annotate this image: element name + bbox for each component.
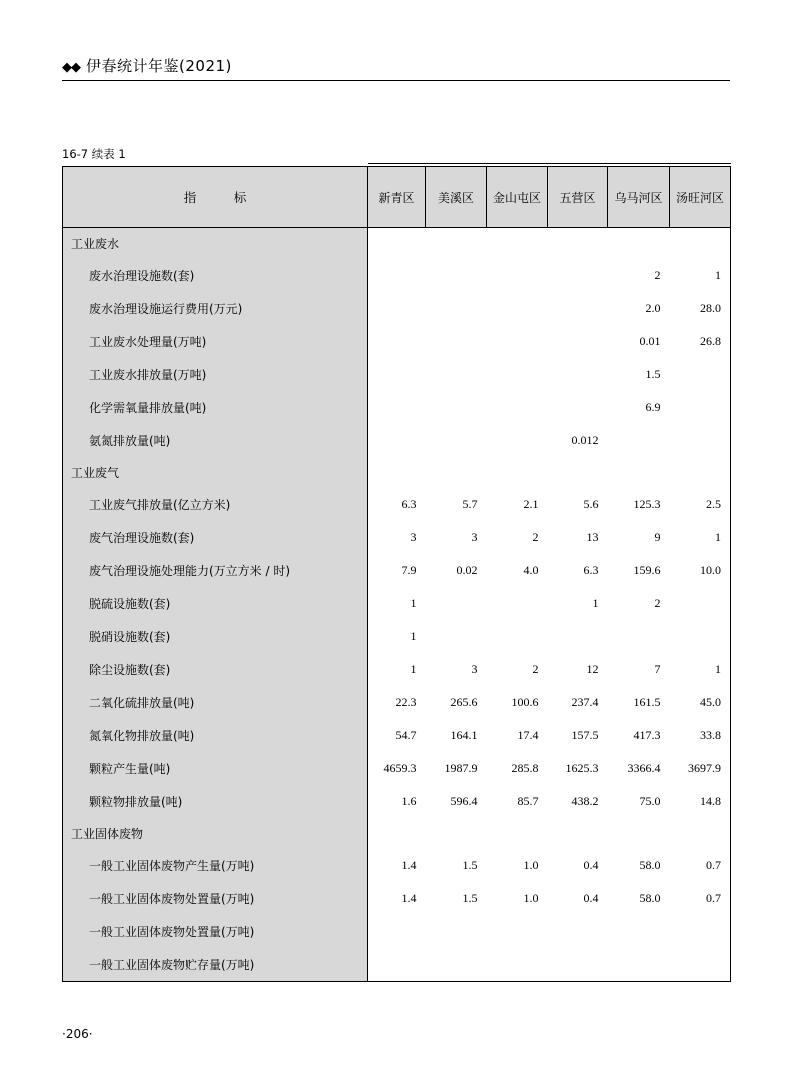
table-cell: [487, 325, 548, 358]
table-cell: [548, 915, 608, 948]
table-cell: [426, 391, 487, 424]
table-row: [63, 424, 731, 457]
table-cell: 1: [670, 653, 731, 686]
table-cell: 4659.3: [368, 752, 426, 785]
table-cell: 265.6: [426, 686, 487, 719]
table-cell: [548, 228, 608, 260]
table-cell: 3: [426, 653, 487, 686]
table-cell: 13: [548, 521, 608, 554]
table-cell: [368, 358, 426, 391]
table-row: [63, 653, 731, 686]
bottom-rule-segment: [426, 982, 487, 983]
table-cell: 9: [608, 521, 670, 554]
table-cell: [487, 818, 548, 849]
table-cell: 58.0: [608, 849, 670, 882]
table-cell: [426, 620, 487, 653]
table-cell: [368, 915, 426, 948]
table-cell: 3: [426, 521, 487, 554]
table-cell: [487, 259, 548, 292]
table-cell: [608, 915, 670, 948]
table-row: [63, 488, 731, 521]
table-cell: 1.0: [487, 882, 548, 915]
column-header: 汤旺河区: [670, 167, 731, 228]
row-label: 一般工业固体废物处置量(万吨): [63, 882, 368, 915]
table-cell: 1: [368, 620, 426, 653]
table-cell: 1.4: [368, 849, 426, 882]
diamond-bullet-icon: ◆◆: [62, 58, 80, 74]
table-cell: 1: [548, 587, 608, 620]
table-cell: [670, 457, 731, 488]
table-cell: [426, 325, 487, 358]
header-line: [62, 58, 730, 75]
table-cell: [548, 620, 608, 653]
table-cell: [368, 228, 426, 260]
table-cell: 1987.9: [426, 752, 487, 785]
table-cell: [426, 259, 487, 292]
table-row: [63, 554, 731, 587]
table-cell: [426, 358, 487, 391]
table-cell: [487, 424, 548, 457]
table-cell: 2.1: [487, 488, 548, 521]
table-cell: [487, 948, 548, 982]
table-cell: [548, 818, 608, 849]
bottom-rule-segment: [670, 982, 731, 983]
table-cell: 1: [368, 653, 426, 686]
table-cell: 2: [487, 653, 548, 686]
page-number: ·206·: [62, 1027, 93, 1041]
row-label: 脱硝设施数(套): [63, 620, 368, 653]
table-group-row: [63, 818, 731, 849]
table-cell: [670, 587, 731, 620]
table-cell: [368, 948, 426, 982]
row-label: 工业废水排放量(万吨): [63, 358, 368, 391]
table-cell: [487, 292, 548, 325]
table-bottom-rule: [63, 982, 731, 983]
table-cell: 159.6: [608, 554, 670, 587]
table-cell: [548, 325, 608, 358]
table-cell: 5.7: [426, 488, 487, 521]
table-cell: 2: [487, 521, 548, 554]
table-row: [63, 391, 731, 424]
table-cell: [487, 358, 548, 391]
table-cell: 6.9: [608, 391, 670, 424]
table-caption: 16-7 续表 1: [62, 147, 126, 161]
column-header: 五营区: [548, 167, 608, 228]
table-cell: 1.5: [608, 358, 670, 391]
group-label: 工业固体废物: [63, 818, 368, 849]
table-cell: 0.02: [426, 554, 487, 587]
table-cell: [670, 391, 731, 424]
table-cell: [670, 424, 731, 457]
table-group-row: [63, 457, 731, 488]
table-cell: [670, 915, 731, 948]
table-cell: 1.4: [368, 882, 426, 915]
table-cell: [608, 818, 670, 849]
column-header: 乌马河区: [608, 167, 670, 228]
table-cell: 1625.3: [548, 752, 608, 785]
table-cell: [608, 620, 670, 653]
table-cell: [670, 948, 731, 982]
table-cell: 0.4: [548, 882, 608, 915]
table-cell: [426, 424, 487, 457]
table-group-row: [63, 228, 731, 260]
table-cell: [608, 228, 670, 260]
table-cell: [608, 948, 670, 982]
table-row: [63, 849, 731, 882]
table-cell: [670, 620, 731, 653]
table-cell: 0.7: [670, 882, 731, 915]
table-row: [63, 358, 731, 391]
row-label: 一般工业固体废物贮存量(万吨): [63, 948, 368, 982]
table-cell: [487, 915, 548, 948]
table-cell: [548, 292, 608, 325]
table-cell: 22.3: [368, 686, 426, 719]
row-label: 脱硫设施数(套): [63, 587, 368, 620]
row-label: 除尘设施数(套): [63, 653, 368, 686]
table-cell: [368, 259, 426, 292]
table-cell: 0.4: [548, 849, 608, 882]
table-cell: 596.4: [426, 785, 487, 818]
column-header-indicator: 指 标: [63, 167, 368, 228]
table-cell: [426, 587, 487, 620]
row-label: 化学需氧量排放量(吨): [63, 391, 368, 424]
table-cell: 164.1: [426, 719, 487, 752]
bottom-rule-segment: [487, 982, 548, 983]
table-cell: [548, 457, 608, 488]
table-cell: 0.01: [608, 325, 670, 358]
table-cell: 4.0: [487, 554, 548, 587]
table-cell: [368, 292, 426, 325]
row-label: 废水治理设施运行费用(万元): [63, 292, 368, 325]
table-cell: [426, 818, 487, 849]
table-cell: [426, 915, 487, 948]
page-header: [62, 58, 730, 81]
table-cell: 14.8: [670, 785, 731, 818]
table-row: [63, 785, 731, 818]
table-cell: 1.6: [368, 785, 426, 818]
table-cell: [548, 259, 608, 292]
bottom-rule-segment: [608, 982, 670, 983]
table-cell: 10.0: [670, 554, 731, 587]
table-row: [63, 521, 731, 554]
table-cell: 33.8: [670, 719, 731, 752]
table-cell: [670, 228, 731, 260]
column-header: 美溪区: [426, 167, 487, 228]
table-cell: [368, 391, 426, 424]
table-cell: [487, 228, 548, 260]
table-cell: [487, 620, 548, 653]
table-cell: [670, 358, 731, 391]
table-row: [63, 948, 731, 982]
table-cell: 1: [670, 259, 731, 292]
group-label: 工业废气: [63, 457, 368, 488]
table-cell: [608, 424, 670, 457]
table-cell: [487, 587, 548, 620]
table-cell: [368, 818, 426, 849]
row-label: 颗粒产生量(吨): [63, 752, 368, 785]
table-cell: [548, 948, 608, 982]
table-cell: 3366.4: [608, 752, 670, 785]
table-cell: 2: [608, 259, 670, 292]
table-cell: 237.4: [548, 686, 608, 719]
table-cell: 2.5: [670, 488, 731, 521]
table-cell: 7: [608, 653, 670, 686]
table-cell: [670, 818, 731, 849]
table-cell: 0.7: [670, 849, 731, 882]
table-cell: 125.3: [608, 488, 670, 521]
table-cell: 157.5: [548, 719, 608, 752]
table-cell: [548, 391, 608, 424]
table-cell: 0.012: [548, 424, 608, 457]
table-cell: 1.5: [426, 882, 487, 915]
table-row: [63, 915, 731, 948]
table-cell: 75.0: [608, 785, 670, 818]
table-cell: 26.8: [670, 325, 731, 358]
table-cell: [608, 457, 670, 488]
table-cell: 7.9: [368, 554, 426, 587]
table-row: [63, 752, 731, 785]
table-cell: 45.0: [670, 686, 731, 719]
table-cell: 2: [608, 587, 670, 620]
table-cell: [548, 358, 608, 391]
statistics-table: [62, 163, 731, 982]
table-cell: 5.6: [548, 488, 608, 521]
bottom-rule-segment: [63, 982, 368, 983]
header-divider: [62, 80, 730, 81]
table-cell: 100.6: [487, 686, 548, 719]
table-cell: 285.8: [487, 752, 548, 785]
table-cell: 1: [368, 587, 426, 620]
table-row: [63, 325, 731, 358]
table-row: [63, 587, 731, 620]
table-container: [62, 163, 730, 982]
table-cell: [426, 457, 487, 488]
table-cell: [426, 228, 487, 260]
table-cell: 6.3: [368, 488, 426, 521]
table-cell: 3: [368, 521, 426, 554]
row-label: 二氧化硫排放量(吨): [63, 686, 368, 719]
table-row: [63, 292, 731, 325]
table-cell: [487, 391, 548, 424]
table-cell: 6.3: [548, 554, 608, 587]
table-cell: 2.0: [608, 292, 670, 325]
row-label: 工业废水处理量(万吨): [63, 325, 368, 358]
table-row: [63, 882, 731, 915]
table-row: [63, 259, 731, 292]
table-cell: [426, 292, 487, 325]
table-cell: 3697.9: [670, 752, 731, 785]
table-row: [63, 620, 731, 653]
row-label: 一般工业固体废物产生量(万吨): [63, 849, 368, 882]
row-label: 颗粒物排放量(吨): [63, 785, 368, 818]
row-label: 废气治理设施处理能力(万立方米 / 时): [63, 554, 368, 587]
table-cell: 161.5: [608, 686, 670, 719]
table-cell: 54.7: [368, 719, 426, 752]
column-header: 新青区: [368, 167, 426, 228]
row-label: 氨氮排放量(吨): [63, 424, 368, 457]
bottom-rule-segment: [368, 982, 426, 983]
table-cell: [368, 457, 426, 488]
table-cell: 28.0: [670, 292, 731, 325]
table-cell: 58.0: [608, 882, 670, 915]
table-cell: 438.2: [548, 785, 608, 818]
table-cell: 1: [670, 521, 731, 554]
table-cell: [368, 325, 426, 358]
table-header-row: [63, 167, 731, 228]
row-label: 废水治理设施数(套): [63, 259, 368, 292]
row-label: 一般工业固体废物处置量(万吨): [63, 915, 368, 948]
table-cell: 12: [548, 653, 608, 686]
table-cell: 17.4: [487, 719, 548, 752]
bottom-rule-segment: [548, 982, 608, 983]
table-cell: 1.5: [426, 849, 487, 882]
table-row: [63, 686, 731, 719]
yearbook-title: 伊春统计年鉴(2021): [86, 57, 232, 75]
group-label: 工业废水: [63, 228, 368, 260]
table-cell: 85.7: [487, 785, 548, 818]
column-header: 金山屯区: [487, 167, 548, 228]
row-label: 废气治理设施数(套): [63, 521, 368, 554]
table-cell: 417.3: [608, 719, 670, 752]
row-label: 氮氧化物排放量(吨): [63, 719, 368, 752]
table-cell: [368, 424, 426, 457]
table-cell: [426, 948, 487, 982]
table-cell: 1.0: [487, 849, 548, 882]
table-row: [63, 719, 731, 752]
table-cell: [487, 457, 548, 488]
row-label: 工业废气排放量(亿立方米): [63, 488, 368, 521]
